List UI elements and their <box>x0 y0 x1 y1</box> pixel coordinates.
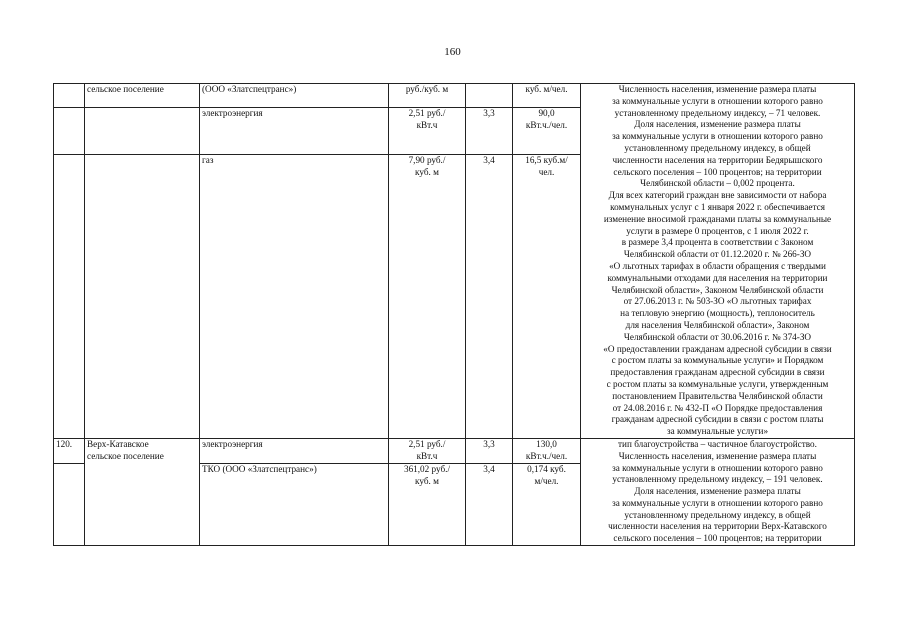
norm-value: 130,0 кВт.ч./чел. <box>525 438 568 461</box>
description-line: с ростом платы за коммунальные услуги» и Порядком <box>611 355 824 366</box>
description-line: Челябинской области от 30.06.2016 г. № 374-ЗО <box>623 331 812 342</box>
tariff-value: 7,90 руб./куб. м <box>408 154 446 177</box>
description-line: Численность населения, изменение размера платы <box>618 84 817 94</box>
table-row <box>54 84 855 108</box>
description-line: тип благоустройства – частичное благоустройство. <box>618 438 817 449</box>
description-cell <box>581 438 855 545</box>
norm-cell <box>513 108 581 155</box>
description-line: установленному предельному индексу, в общей <box>624 142 811 153</box>
description-line: изменение вносимой гражданами платы за коммунальные <box>603 213 832 224</box>
description-line: для населения Челябинской области», Законом <box>625 319 810 330</box>
tariff-cell <box>389 84 466 108</box>
description-line: Доля населения, изменение размера платы <box>634 119 801 130</box>
description-line: гражданам адресной субсидии в связи с ростом платы <box>611 414 824 425</box>
index-cell <box>466 464 513 546</box>
utility-tariff-table <box>53 83 855 546</box>
tariff-cell <box>389 438 466 463</box>
settlement-name: Верх-Катавское сельское поселение <box>87 438 164 461</box>
description-cell <box>581 84 855 439</box>
index-cell <box>466 438 513 463</box>
row-number-cell <box>54 438 85 463</box>
description-line: за коммунальные услуги в отношении которого равно <box>612 131 823 142</box>
description-line: сельского поселения – 100 процентов; на территории <box>613 166 822 177</box>
settlement-cell <box>85 84 200 108</box>
description-line: Доля населения, изменение размера платы <box>634 486 801 497</box>
index-value: 3,3 <box>483 108 495 119</box>
row-number: 120. <box>56 438 73 449</box>
service-name: электроэнергия <box>202 438 263 449</box>
description-line: численности населения на территории Верх-Катавского <box>608 521 827 532</box>
description-line: «О льготных тарифах в области обращения с твердыми <box>609 260 826 271</box>
norm-value: куб. м/чел. <box>525 84 568 94</box>
description-line: постановлением Правительства Челябинской области <box>612 390 823 401</box>
description-line: за коммунальные услуги» <box>666 426 769 437</box>
index-cell <box>466 84 513 108</box>
description-line: предоставления гражданам адресной субсидии в связи <box>610 367 825 378</box>
norm-cell <box>513 84 581 108</box>
service-cell <box>200 438 389 463</box>
tariff-cell <box>389 464 466 546</box>
description-line: «О предоставлении гражданам адресной субсидии в связи <box>603 343 832 354</box>
service-name: газ <box>202 154 214 165</box>
tariff-value: 2,51 руб./кВт.ч <box>408 108 446 131</box>
service-cell <box>200 84 389 108</box>
norm-cell <box>513 154 581 438</box>
norm-value: 16,5 куб.м/чел. <box>525 154 568 177</box>
service-name: (ООО «Златспецтранс») <box>202 84 297 94</box>
norm-value: 0,174 куб. м/чел. <box>527 464 566 486</box>
description-text <box>583 439 852 545</box>
description-line: за коммунальные услуги в отношении которого равно <box>612 462 823 473</box>
description-line: коммунальными отходами для населения на территории <box>607 272 828 283</box>
tariff-value: руб./куб. м <box>405 84 449 94</box>
description-line: в размере 3,4 процента в соответствии с Законом <box>621 237 814 248</box>
service-name: электроэнергия <box>202 108 263 119</box>
tariff-cell <box>389 154 466 438</box>
description-line: Челябинской области – 0,002 процента. <box>640 178 795 189</box>
tariff-value: 2,51 руб./кВт.ч <box>408 438 446 461</box>
index-value: 3,3 <box>483 438 495 449</box>
description-line: установленному предельному индексу, – 71 человек. <box>614 107 821 118</box>
index-cell <box>466 154 513 438</box>
index-value: 3,4 <box>483 154 495 165</box>
settlement-cell <box>85 438 200 545</box>
description-line: коммунальных услуг с 1 января 2022 г. обеспечивается <box>610 201 825 212</box>
service-cell <box>200 108 389 155</box>
service-cell <box>200 154 389 438</box>
page-number: 160 <box>444 46 461 58</box>
index-cell <box>466 108 513 155</box>
tariff-cell <box>389 108 466 155</box>
service-name: ТКО (ООО «Златспецтранс») <box>202 464 317 475</box>
description-line: Челябинской области», Законом Челябинской области <box>611 284 824 295</box>
row-number-cell <box>54 84 85 108</box>
description-line: на тепловую энергию (мощность), теплоноситель <box>620 308 815 319</box>
description-line: Для всех категорий граждан вне зависимости от набора <box>608 190 827 201</box>
description-line: сельского поселения – 100 процентов; на территории <box>613 533 822 544</box>
norm-cell <box>513 464 581 546</box>
description-line: установленному предельному индексу, в общей <box>624 509 811 520</box>
description-line: Челябинской области от 01.12.2020 г. № 266-ЗО <box>623 249 812 260</box>
index-value: 3,4 <box>483 464 495 475</box>
description-line: от 24.08.2016 г. № 432-П «О Порядке предоставления <box>612 402 823 413</box>
norm-cell <box>513 438 581 463</box>
description-text <box>583 84 852 438</box>
service-cell <box>200 464 389 546</box>
description-line: Численность населения, изменение размера платы <box>618 450 817 461</box>
settlement-name: сельское поселение <box>87 84 164 94</box>
description-line: численности населения на территории Бедярышского <box>612 154 823 165</box>
norm-value: 90,0 кВт.ч./чел. <box>525 108 568 131</box>
tariff-value: 361,02 руб./куб. м <box>403 464 451 486</box>
description-line: с ростом платы за коммунальные услуги, утвержденным <box>606 378 829 389</box>
description-line: за коммунальные услуги в отношении которого равно <box>612 95 823 106</box>
description-line: установленному предельному индексу, – 191 человек. <box>612 474 823 485</box>
description-line: от 27.06.2013 г. № 503-ЗО «О льготных тарифах <box>623 296 812 307</box>
description-line: за коммунальные услуги в отношении которого равно <box>612 497 823 508</box>
table-row <box>54 438 855 463</box>
description-line: услуги в размере 0 процентов, с 1 июля 2022 г. <box>626 225 809 236</box>
